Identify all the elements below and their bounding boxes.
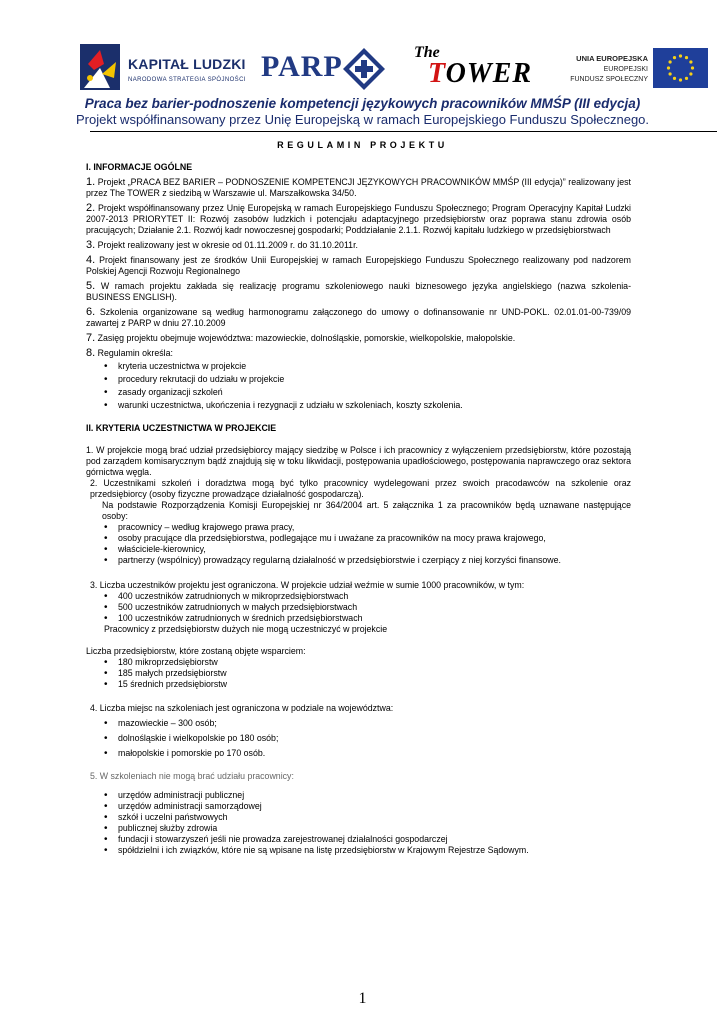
the-tower-logo	[408, 44, 558, 94]
list-item: • dolnośląskie i wielkopolskie po 180 osób;	[104, 733, 631, 744]
section1-item-4: 4. Projekt finansowany jest ze środków Unii Europejskiej w ramach Europejskiego Funduszu Społecznego realizowany pod nadzorem Polskiej Agencji Rozwoju Regionalnego	[86, 254, 631, 276]
kapital-ludzki-emblem-icon	[80, 44, 120, 90]
eu-label-line3: FUNDUSZ SPOŁECZNY	[570, 76, 648, 83]
list-item: • mazowieckie – 300 osób;	[104, 718, 631, 729]
document-body	[86, 162, 631, 856]
project-title: Praca bez barier-podnoszenie kompetencji językowych pracowników MMŚP (III edycja)	[84, 96, 641, 111]
kapital-ludzki-tagline: NARODOWA STRATEGIA SPÓJNOŚCI	[128, 77, 246, 83]
list-item: • 15 średnich przedsiębiorstw	[104, 679, 631, 690]
eu-label-line2: EUROPEJSKI	[603, 66, 648, 73]
list-item: • kryteria uczestnictwa w projekcie	[104, 361, 631, 372]
section1-heading: I. INFORMACJE OGÓLNE	[86, 162, 193, 172]
section1-item-6: 6. Szkolenia organizowane są według harmonogramu załączonego do umowy o dofinansowanie nr UND-POKL. 02.01.01-00-739/09 zawartej z PARP w dniu 27.10.2009	[86, 306, 631, 328]
list-item: • 185 małych przedsiębiorstw	[104, 668, 631, 679]
document-title: REGULAMIN PROJEKTU	[277, 140, 448, 150]
tower-rest-letters: OWER	[445, 58, 533, 89]
parp-arrows-icon	[343, 48, 385, 90]
section2-item-5-list	[86, 790, 631, 856]
list-item: • 400 uczestników zatrudnionych w mikroprzedsiębiorstwach	[104, 591, 631, 602]
section1-item-7: 7. Zasięg projektu obejmuje województwa: mazowieckie, dolnośląskie, pomorskie, wielkopolskie, małopolskie.	[86, 332, 516, 344]
list-item: • małopolskie i pomorskie po 170 osób.	[104, 748, 631, 759]
section2-item-2-list	[86, 522, 631, 566]
section2-heading: II. KRYTERIA UCZESTNICTWA W PROJEKCIE	[86, 423, 277, 433]
section1-items	[86, 177, 631, 359]
list-item: • zasady organizacji szkoleń	[104, 387, 631, 398]
tower-the-label: The	[414, 44, 440, 61]
section1-item-8: 8. Regulamin określa:	[86, 347, 173, 359]
header-divider	[90, 131, 717, 132]
list-item: • partnerzy (wspólnicy) prowadzący regularną działalność w przedsiębiorstwie i czerpiący z niej korzyści finansowe.	[104, 555, 631, 566]
tower-word	[428, 58, 532, 90]
section2-item-3-note: Pracownicy z przedsiębiorstw dużych nie mogą uczestniczyć w projekcie	[104, 624, 388, 634]
eu-label-line1: UNIA EUROPEJSKA	[576, 54, 648, 63]
list-item: • właściciele-kierownicy,	[104, 544, 631, 555]
list-item: • pracownicy – według krajowego prawa pracy,	[104, 522, 631, 533]
section2-item-4-list	[86, 718, 631, 759]
section2-item-2-basis: Na podstawie Rozporządzenia Komisji Europejskiej nr 364/2004 art. 5 załącznika 1 za pracowników będą uznawane następujące osoby:	[102, 500, 631, 521]
kapital-ludzki-name: KAPITAŁ LUDZKI	[128, 56, 246, 72]
section2-item-3-list	[86, 591, 631, 624]
list-item: • 180 mikroprzedsiębiorstw	[104, 657, 631, 668]
section2-item-4: 4. Liczba miejsc na szkoleniach jest ograniczona w podziale na województwa:	[90, 703, 394, 713]
section1-item-5: 5. W ramach projektu zakłada się realizację programu szkoleniowego nauki biznesowego języka angielskiego (nazwa szkolenia-BUSINESS ENGLISH).	[86, 280, 631, 302]
list-item: • 500 uczestników zatrudnionych w małych przedsiębiorstwach	[104, 602, 631, 613]
list-item: • 100 uczestników zatrudnionych w średnich przedsiębiorstwach	[104, 613, 631, 624]
tower-first-letter: T	[428, 58, 446, 89]
list-item: • warunki uczestnictwa, ukończenia i rezygnacji z udziału w szkoleniach, koszty szkolenia.	[104, 400, 631, 411]
section2-item-2: 2. Uczestnikami szkoleń i doradztwa mogą być tylko pracownicy wydelegowani przez swoich pracodawców na szkolenie oraz przedsiębiorcy (osoby fizyczne prowadzące działalność gospodarczą).	[90, 478, 631, 499]
parp-name: PARP	[261, 50, 343, 83]
list-item: • fundacji i stowarzyszeń jeśli nie prowadza zarejestrowanej działalności gospodarczej	[104, 834, 631, 845]
section2-item-3: 3. Liczba uczestników projektu jest ograniczona. W projekcie udział weźmie w sumie 1000 pracowników, w tym:	[90, 580, 525, 590]
list-item: • urzędów administracji samorządowej	[104, 801, 631, 812]
eu-flag-icon	[653, 48, 708, 88]
section1-bullet-list	[86, 361, 631, 411]
companies-list	[86, 657, 631, 690]
page-number: 1	[358, 990, 367, 1007]
section1-item-2: 2. Projekt współfinansowany przez Unię Europejską w ramach Europejskiego Funduszu Społecznego; Program Operacyjny Kapitał Ludzki 2007-2013 PRIORYTET II: Rozwój zasobów ludzkich i potencjału adaptacyjnego przedsiębiorstw oraz poprawa stanu zdrowia osób pracujących; Działanie 2.1. Rozwój kadr nowoczesnej gospodarki; Poddziałanie 2.1.1. Rozwój kapitału ludzkiego w przedsiębiorstwach	[86, 202, 631, 235]
list-item: • spółdzielni i ich związków, które nie są wpisane na listę przedsiębiorstw w Krajowym Rejestrze Sądowym.	[104, 845, 631, 856]
section2-item-1: 1. W projekcie mogą brać udział przedsiębiorcy mający siedzibę w Polsce i ich pracownicy z wyłączeniem przedsiębiorstw, które pozostają pod zarządem komisarycznym bądź znajdują się w toku likwidacji, postępowania upadłościowego, postępowania naprawczego oraz sektora górnictwa węgla.	[86, 445, 631, 477]
project-subtitle: Projekt współfinansowany przez Unię Europejską w ramach Europejskiego Funduszu Społecznego.	[75, 112, 650, 127]
list-item: • publicznej służby zdrowia	[104, 823, 631, 834]
kapital-ludzki-logo	[78, 44, 253, 90]
section1-item-3: 3. Projekt realizowany jest w okresie od 01.11.2009 r. do 31.10.2011r.	[86, 239, 358, 251]
section2-item-5: 5. W szkoleniach nie mogą brać udziału pracownicy:	[90, 771, 294, 781]
list-item: • osoby pracujące dla przedsiębiorstwa, podlegające mu i uważane za pracowników na mocy prawa krajowego,	[104, 533, 631, 544]
eu-logo	[566, 46, 708, 92]
logo-bar	[78, 40, 708, 98]
companies-intro: Liczba przedsiębiorstw, które zostaną objęte wsparciem:	[86, 646, 306, 656]
list-item: • urzędów administracji publicznej	[104, 790, 631, 801]
list-item: • szkół i uczelni państwowych	[104, 812, 631, 823]
parp-logo	[261, 48, 391, 88]
section1-item-1: 1. Projekt „PRACA BEZ BARIER – PODNOSZENIE KOMPETENCJI JĘZYKOWYCH PRACOWNIKÓW MMŚP (III edycja)” realizowany jest przez The TOWER z siedzibą w Warszawie ul. Marszałkowska 34/50.	[86, 176, 631, 198]
list-item: • procedury rekrutacji do udziału w projekcie	[104, 374, 631, 385]
